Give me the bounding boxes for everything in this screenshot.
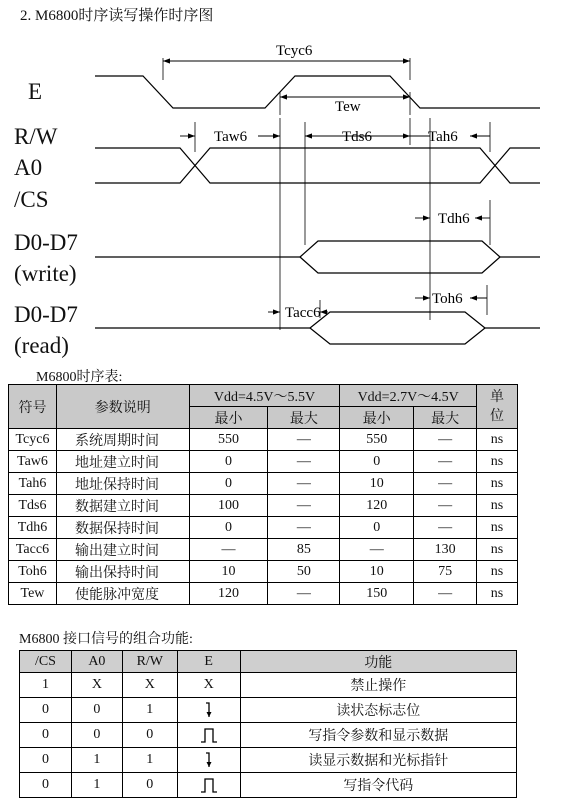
timing-row	[9, 429, 518, 451]
function-cell-func: 读状态标志位	[240, 698, 516, 723]
timing-cell-min2: 550	[340, 429, 414, 451]
timing-table-title: M6800时序表:	[36, 370, 123, 385]
timing-cell-sym: Tah6	[9, 473, 57, 495]
timing-cell-desc: 地址保持时间	[56, 473, 189, 495]
timing-cell-min2: 150	[340, 583, 414, 605]
function-cell-a0: 0	[71, 723, 122, 748]
timing-cell-sym: Toh6	[9, 561, 57, 583]
col-param-header: 参数说明	[56, 385, 189, 429]
function-cell-e	[177, 773, 240, 798]
timing-cell-max1: —	[268, 451, 340, 473]
timing-cell-desc: 数据建立时间	[56, 495, 189, 517]
function-cell-rw: 1	[122, 698, 177, 723]
function-row	[20, 773, 517, 798]
col-vdd2-header: Vdd=2.7V～4.5V	[340, 385, 477, 407]
function-cell-cs: 0	[20, 748, 72, 773]
timing-cell-unit: ns	[477, 539, 518, 561]
tcyc-label: Tcyc6	[276, 43, 313, 59]
timing-row	[9, 583, 518, 605]
tdh-label: Tdh6	[438, 211, 470, 227]
signal-e-label: E	[28, 79, 43, 104]
dread-data-top	[310, 312, 485, 328]
col-min2-header: 最小	[340, 407, 414, 429]
timing-cell-min1: 550	[189, 429, 268, 451]
timing-cell-sym: Tds6	[9, 495, 57, 517]
timing-row	[9, 561, 518, 583]
function-row	[20, 723, 517, 748]
timing-cell-min1: 0	[189, 517, 268, 539]
tds-label: Tds6	[342, 129, 372, 145]
function-cell-e: X	[177, 673, 240, 698]
func-func-header: 功能	[240, 651, 516, 673]
function-cell-rw: X	[122, 673, 177, 698]
timing-cell-min2: 120	[340, 495, 414, 517]
function-cell-a0: 1	[71, 773, 122, 798]
timing-cell-desc: 输出建立时间	[56, 539, 189, 561]
timing-row	[9, 473, 518, 495]
timing-cell-desc: 数据保持时间	[56, 517, 189, 539]
timing-cell-desc: 系统周期时间	[56, 429, 189, 451]
timing-cell-min1: 0	[189, 473, 268, 495]
timing-cell-max1: 85	[268, 539, 340, 561]
timing-row	[9, 517, 518, 539]
timing-cell-desc: 输出保持时间	[56, 561, 189, 583]
pulse-icon	[199, 776, 219, 794]
timing-cell-max2: —	[414, 583, 477, 605]
address-waveform-top	[95, 148, 540, 183]
col-min1-header: 最小	[189, 407, 268, 429]
pulse-icon	[199, 726, 219, 744]
timing-cell-unit: ns	[477, 429, 518, 451]
falling-edge-icon	[199, 751, 219, 769]
timing-cell-max2: —	[414, 473, 477, 495]
timing-table	[8, 384, 518, 605]
timing-cell-sym: Taw6	[9, 451, 57, 473]
function-cell-a0: 0	[71, 698, 122, 723]
function-cell-func: 禁止操作	[240, 673, 516, 698]
signal-a0-label: A0	[14, 155, 43, 180]
timing-cell-max1: 50	[268, 561, 340, 583]
function-table	[19, 650, 517, 798]
timing-cell-max2: —	[414, 451, 477, 473]
taw-label: Taw6	[214, 129, 248, 145]
signal-cs-label: /CS	[14, 187, 49, 212]
timing-cell-min1: 10	[189, 561, 268, 583]
func-cs-header: /CS	[20, 651, 72, 673]
signal-dread-label: D0-D7	[14, 302, 78, 327]
timing-cell-unit: ns	[477, 561, 518, 583]
timing-cell-unit: ns	[477, 451, 518, 473]
timing-row	[9, 539, 518, 561]
address-waveform-bottom	[95, 148, 540, 183]
timing-cell-unit: ns	[477, 495, 518, 517]
timing-cell-min1: 0	[189, 451, 268, 473]
timing-cell-unit: ns	[477, 583, 518, 605]
function-row	[20, 673, 517, 698]
function-cell-cs: 0	[20, 698, 72, 723]
timing-cell-max1: —	[268, 517, 340, 539]
e-waveform	[95, 76, 540, 108]
timing-cell-sym: Tew	[9, 583, 57, 605]
func-e-header: E	[177, 651, 240, 673]
function-cell-e	[177, 698, 240, 723]
timing-cell-min2: 0	[340, 517, 414, 539]
timing-cell-min2: 10	[340, 561, 414, 583]
dwrite-data-top	[300, 241, 500, 257]
timing-cell-max2: 75	[414, 561, 477, 583]
func-rw-header: R/W	[122, 651, 177, 673]
timing-cell-min1: —	[189, 539, 268, 561]
tew-label: Tew	[335, 99, 361, 115]
timing-cell-min2: —	[340, 539, 414, 561]
function-cell-rw: 0	[122, 773, 177, 798]
timing-cell-max1: —	[268, 583, 340, 605]
timing-cell-min1: 100	[189, 495, 268, 517]
function-cell-a0: 1	[71, 748, 122, 773]
dread-data-bottom	[310, 328, 485, 344]
function-cell-e	[177, 723, 240, 748]
function-row	[20, 698, 517, 723]
function-row	[20, 748, 517, 773]
document-heading: 2. M6800时序读写操作时序图	[20, 8, 214, 24]
timing-cell-max2: —	[414, 495, 477, 517]
timing-row	[9, 451, 518, 473]
timing-diagram	[0, 0, 564, 380]
function-cell-func: 写指令代码	[240, 773, 516, 798]
timing-cell-min2: 10	[340, 473, 414, 495]
timing-cell-max1: —	[268, 473, 340, 495]
col-symbol-header: 符号	[9, 385, 57, 429]
timing-cell-max1: —	[268, 495, 340, 517]
timing-cell-max1: —	[268, 429, 340, 451]
timing-cell-max2: —	[414, 517, 477, 539]
timing-cell-sym: Tacc6	[9, 539, 57, 561]
function-cell-rw: 1	[122, 748, 177, 773]
col-max2-header: 最大	[414, 407, 477, 429]
signal-rw-label: R/W	[14, 124, 58, 149]
function-cell-func: 写指令参数和显示数据	[240, 723, 516, 748]
col-max1-header: 最大	[268, 407, 340, 429]
function-cell-cs: 0	[20, 773, 72, 798]
function-cell-rw: 0	[122, 723, 177, 748]
signal-write-label: (write)	[14, 261, 77, 286]
func-a0-header: A0	[71, 651, 122, 673]
signal-dwrite-label: D0-D7	[14, 230, 78, 255]
col-unit-header: 单位	[477, 385, 518, 429]
col-vdd1-header: Vdd=4.5V～5.5V	[189, 385, 340, 407]
timing-cell-desc: 使能脉冲宽度	[56, 583, 189, 605]
timing-cell-sym: Tdh6	[9, 517, 57, 539]
function-cell-cs: 0	[20, 723, 72, 748]
timing-cell-min1: 120	[189, 583, 268, 605]
dwrite-data-bottom	[300, 257, 500, 273]
timing-cell-max2: —	[414, 429, 477, 451]
timing-cell-desc: 地址建立时间	[56, 451, 189, 473]
timing-cell-max2: 130	[414, 539, 477, 561]
signal-read-label: (read)	[14, 333, 69, 358]
toh-label: Toh6	[432, 291, 463, 307]
tah-label: Tah6	[428, 129, 458, 145]
function-cell-func: 读显示数据和光标指针	[240, 748, 516, 773]
timing-cell-sym: Tcyc6	[9, 429, 57, 451]
timing-row	[9, 495, 518, 517]
function-table-title: M6800 接口信号的组合功能:	[19, 632, 193, 647]
tacc-label: Tacc6	[285, 305, 321, 321]
function-cell-e	[177, 748, 240, 773]
function-cell-a0: X	[71, 673, 122, 698]
timing-cell-min2: 0	[340, 451, 414, 473]
timing-cell-unit: ns	[477, 473, 518, 495]
falling-edge-icon	[199, 701, 219, 719]
timing-cell-unit: ns	[477, 517, 518, 539]
function-cell-cs: 1	[20, 673, 72, 698]
